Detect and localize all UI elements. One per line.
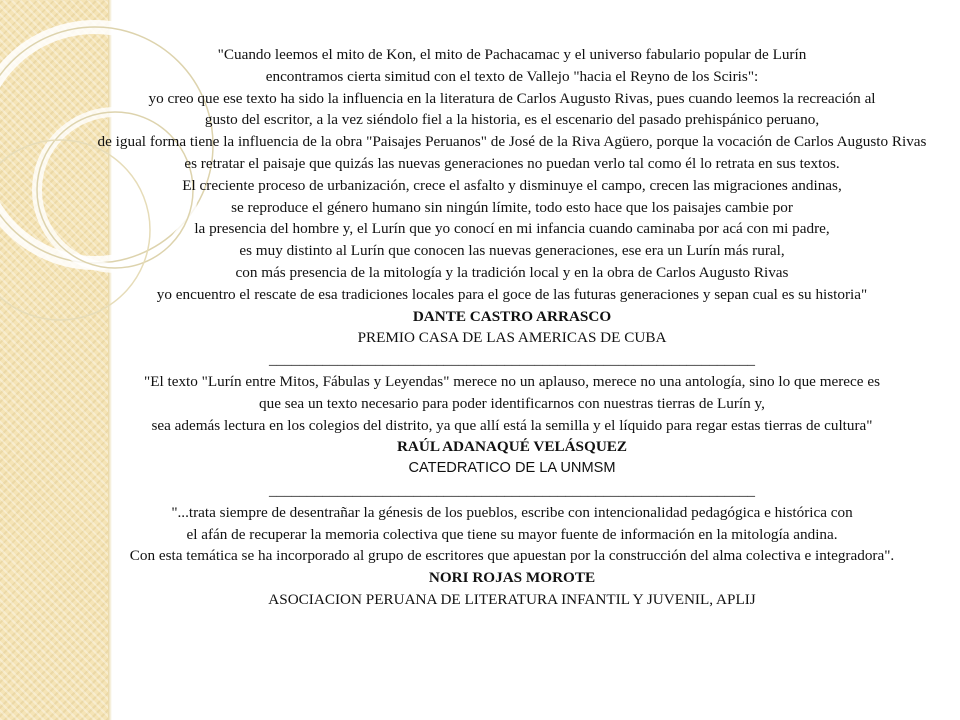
testimonials-block: [70, 44, 954, 611]
quote-2-line: "El texto "Lurín entre Mitos, Fábulas y Leyendas" merece no un aplauso, merece no una antología, sino lo que merece es: [144, 372, 880, 390]
quote-1-line: es retratar el paisaje que quizás las nuevas generaciones no puedan verlo tal como él lo retrata en sus textos.: [184, 154, 840, 172]
quote-1-line: la presencia del hombre y, el Lurín que yo conocí en mi infancia cuando caminaba por acá con mi padre,: [194, 220, 830, 238]
quote-3-affiliation: ASOCIACION PERUANA DE LITERATURA INFANTIL Y JUVENIL, APLIJ: [268, 590, 756, 608]
quote-1-line: encontramos cierta simitud con el texto de Vallejo "hacia el Reyno de los Sciris":: [265, 67, 759, 85]
separator-line: ________________________________________________________________: [269, 351, 755, 369]
quote-1-line: con más presencia de la mitología y la tradición local y en la obra de Carlos Augusto Rivas: [235, 263, 789, 281]
quote-1-line: yo creo que ese texto ha sido la influencia en la literatura de Carlos Augusto Rivas, pues cuando leemos la recreación al: [148, 89, 876, 107]
quote-2-affiliation: CATEDRATICO DE LA UNMSM: [408, 460, 616, 477]
quote-1-affiliation: PREMIO CASA DE LAS AMERICAS DE CUBA: [357, 329, 667, 347]
quote-1-line: yo encuentro el rescate de esa tradiciones locales para el goce de las futuras generaciones y sepan cual es su historia": [156, 285, 868, 303]
quote-1-line: El creciente proceso de urbanización, crece el asfalto y disminuye el campo, crecen las migraciones andinas,: [182, 176, 842, 194]
quote-2-line: sea además lectura en los colegios del distrito, ya que allí está la semilla y el líquido para regar estas tierras de cultura": [151, 416, 873, 434]
quote-2-line: que sea un texto necesario para poder identificarnos con nuestras tierras de Lurín y,: [259, 394, 765, 412]
quote-1-line: gusto del escritor, a la vez siéndolo fiel a la historia, es el escenario del pasado prehispánico peruano,: [204, 111, 820, 129]
quote-3-line: Con esta temática se ha incorporado al grupo de escritores que apuestan por la construcción del alma colectiva e integradora".: [129, 547, 895, 565]
separator-line: ________________________________________________________________: [269, 481, 755, 499]
quote-2-author: RAÚL ADANAQUÉ VELÁSQUEZ: [396, 438, 628, 456]
quote-1-line: "Cuando leemos el mito de Kon, el mito de Pachacamac y el universo fabulario popular de Lurín: [217, 46, 807, 63]
quote-3-author: NORI ROJAS MOROTE: [428, 569, 596, 587]
quote-1-line: es muy distinto al Lurín que conocen las nuevas generaciones, ese era un Lurín más rural,: [239, 242, 785, 260]
quote-3-line: el afán de recuperar la memoria colectiva que tiene su mayor fuente de información en la mitología andina.: [186, 525, 838, 543]
quote-1-line: de igual forma tiene la influencia de la obra "Paisajes Peruanos" de José de la Riva Agüero, porque la vocación de Carlos Augusto Rivas: [97, 133, 927, 151]
quote-3-line: "...trata siempre de desentrañar la génesis de los pueblos, escribe con intencionalidad pedagógica e histórica con: [171, 503, 853, 521]
quote-1-author: DANTE CASTRO ARRASCO: [412, 307, 612, 325]
quote-1-line: se reproduce el género humano sin ningún límite, todo esto hace que los paisajes cambie por: [231, 198, 793, 216]
